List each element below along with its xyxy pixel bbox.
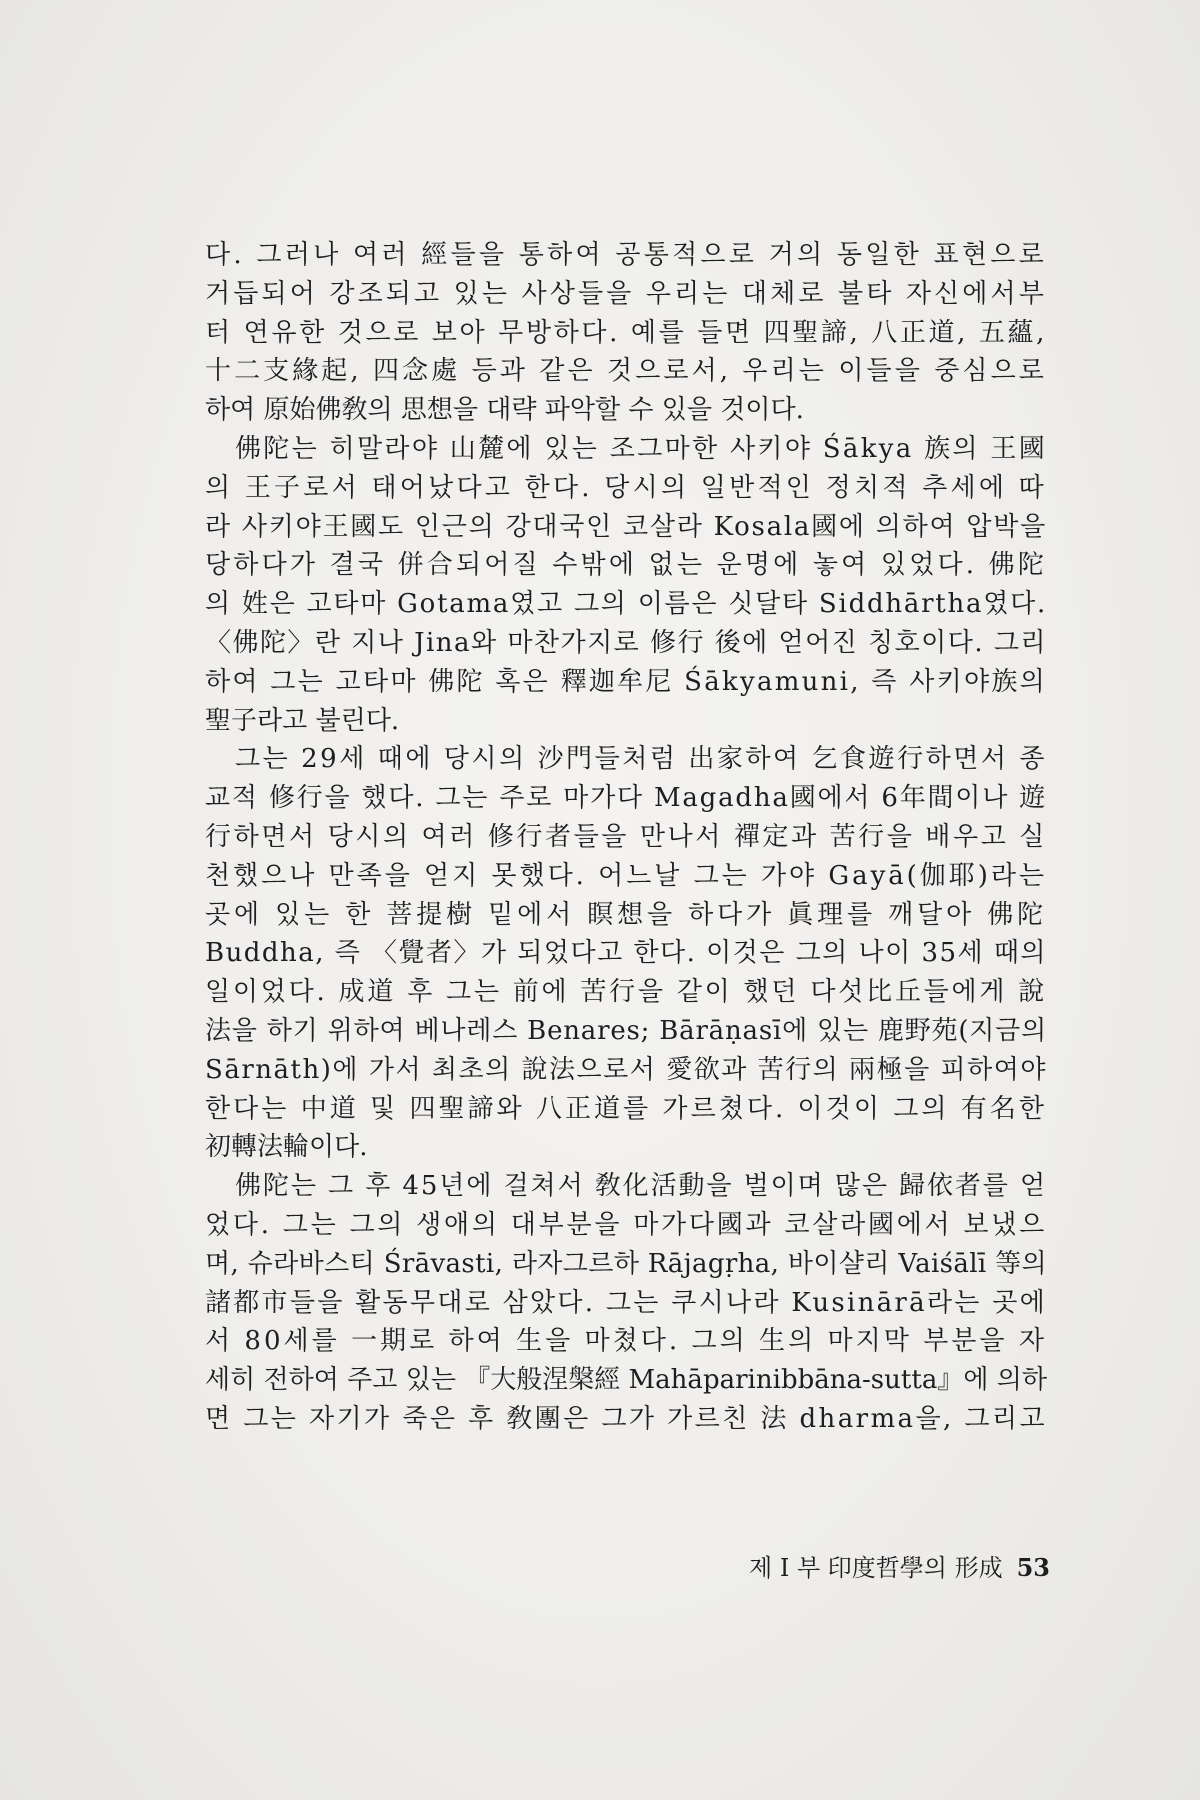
text-line: 세히 전하여 주고 있는 『大般涅槃經 Mahāparinibbāna-sutta』에 의하 (205, 1365, 1047, 1396)
text-line: 行하면서 당시의 여러 修行者들을 만나서 禪定과 苦行을 배우고 실 (205, 821, 1047, 852)
running-title: 제 I 부 印度哲學의 形成 (749, 1554, 1003, 1582)
text-line: 며, 슈라바스티 Śrāvasti, 라자그르하 Rājagṛha, 바이샬리 Vaiśālī 等의 (205, 1248, 1047, 1279)
text-line: 교적 修行을 했다. 그는 주로 마가다 Magadha國에서 6年間이나 遊 (205, 783, 1047, 814)
paragraph-start-line: 佛陀는 그 후 45년에 걸쳐서 敎化活動을 벌이며 많은 歸依者를 얻 (235, 1171, 1047, 1202)
text-line: 〈佛陀〉란 지나 Jina와 마찬가지로 修行 後에 얻어진 칭호이다. 그리 (205, 627, 1047, 658)
text-line: 일이었다. 成道 후 그는 前에 苦行을 같이 했던 다섯比丘들에게 說 (205, 977, 1047, 1008)
text-line: 初轉法輪이다. (205, 1132, 368, 1163)
text-line: 하여 그는 고타마 佛陀 혹은 釋迦牟尼 Śākyamuni, 즉 사키야族의 (205, 666, 1047, 697)
text-line: 서 80세를 一期로 하여 生을 마쳤다. 그의 生의 마지막 부분을 자 (205, 1326, 1047, 1357)
text-line: 諸都市들을 활동무대로 삼았다. 그는 쿠시나라 Kusinārā라는 곳에 (205, 1287, 1047, 1318)
text-line: 라 사키야王國도 인근의 강대국인 코살라 Kosala國에 의하여 압박을 (205, 511, 1047, 542)
text-line: 곳에 있는 한 菩提樹 밑에서 瞑想을 하다가 眞理를 깨달아 佛陀 (205, 899, 1047, 930)
text-line: 의 姓은 고타마 Gotama였고 그의 이름은 싯달타 Siddhārtha였다. (205, 589, 1047, 620)
text-line: 法을 하기 위하여 베나레스 Benares; Bārāṇasī에 있는 鹿野苑(지금의 (205, 1015, 1047, 1046)
text-line: Sārnāth)에 가서 최초의 說法으로서 愛欲과 苦行의 兩極을 피하여야 (205, 1054, 1047, 1085)
paragraph-start-line: 그는 29세 때에 당시의 沙門들처럼 出家하여 乞食遊行하면서 종 (235, 744, 1047, 775)
paragraph-start-line: 佛陀는 히말라야 山麓에 있는 조그마한 사키야 Śākya 族의 王國 (235, 433, 1047, 464)
text-line: 당하다가 결국 併合되어질 수밖에 없는 운명에 놓여 있었다. 佛陀 (205, 550, 1047, 581)
text-line: 다. 그러나 여러 經들을 통하여 공통적으로 거의 동일한 표현으로 (205, 240, 1047, 270)
page-footer (720, 1548, 1050, 1584)
text-line: 었다. 그는 그의 생애의 대부분을 마가다國과 코살라國에서 보냈으 (205, 1209, 1047, 1240)
text-line: 면 그는 자기가 죽은 후 敎團은 그가 가르친 法 dharma을, 그리고 (205, 1403, 1047, 1434)
text-line: 十二支緣起, 四念處 등과 같은 것으로서, 우리는 이들을 중심으로 (205, 356, 1047, 387)
text-line: 聖子라고 불린다. (205, 705, 400, 736)
text-line: 하여 原始佛敎의 思想을 대략 파악할 수 있을 것이다. (205, 395, 804, 426)
body-text (205, 236, 1047, 1439)
text-line: 의 王子로서 태어났다고 한다. 당시의 일반적인 정치적 추세에 따 (205, 472, 1047, 503)
text-line: 터 연유한 것으로 보아 무방하다. 예를 들면 四聖諦, 八正道, 五蘊, (205, 317, 1047, 348)
text-line: 천했으나 만족을 얻지 못했다. 어느날 그는 가야 Gayā(伽耶)라는 (205, 860, 1047, 891)
text-line: 한다는 中道 및 四聖諦와 八正道를 가르쳤다. 이것이 그의 有名한 (205, 1093, 1047, 1124)
page-number: 53 (1016, 1553, 1050, 1582)
text-line: 거듭되어 강조되고 있는 사상들을 우리는 대체로 불타 자신에서부 (205, 278, 1047, 309)
text-line: Buddha, 즉 〈覺者〉가 되었다고 한다. 이것은 그의 나이 35세 때의 (205, 938, 1047, 969)
